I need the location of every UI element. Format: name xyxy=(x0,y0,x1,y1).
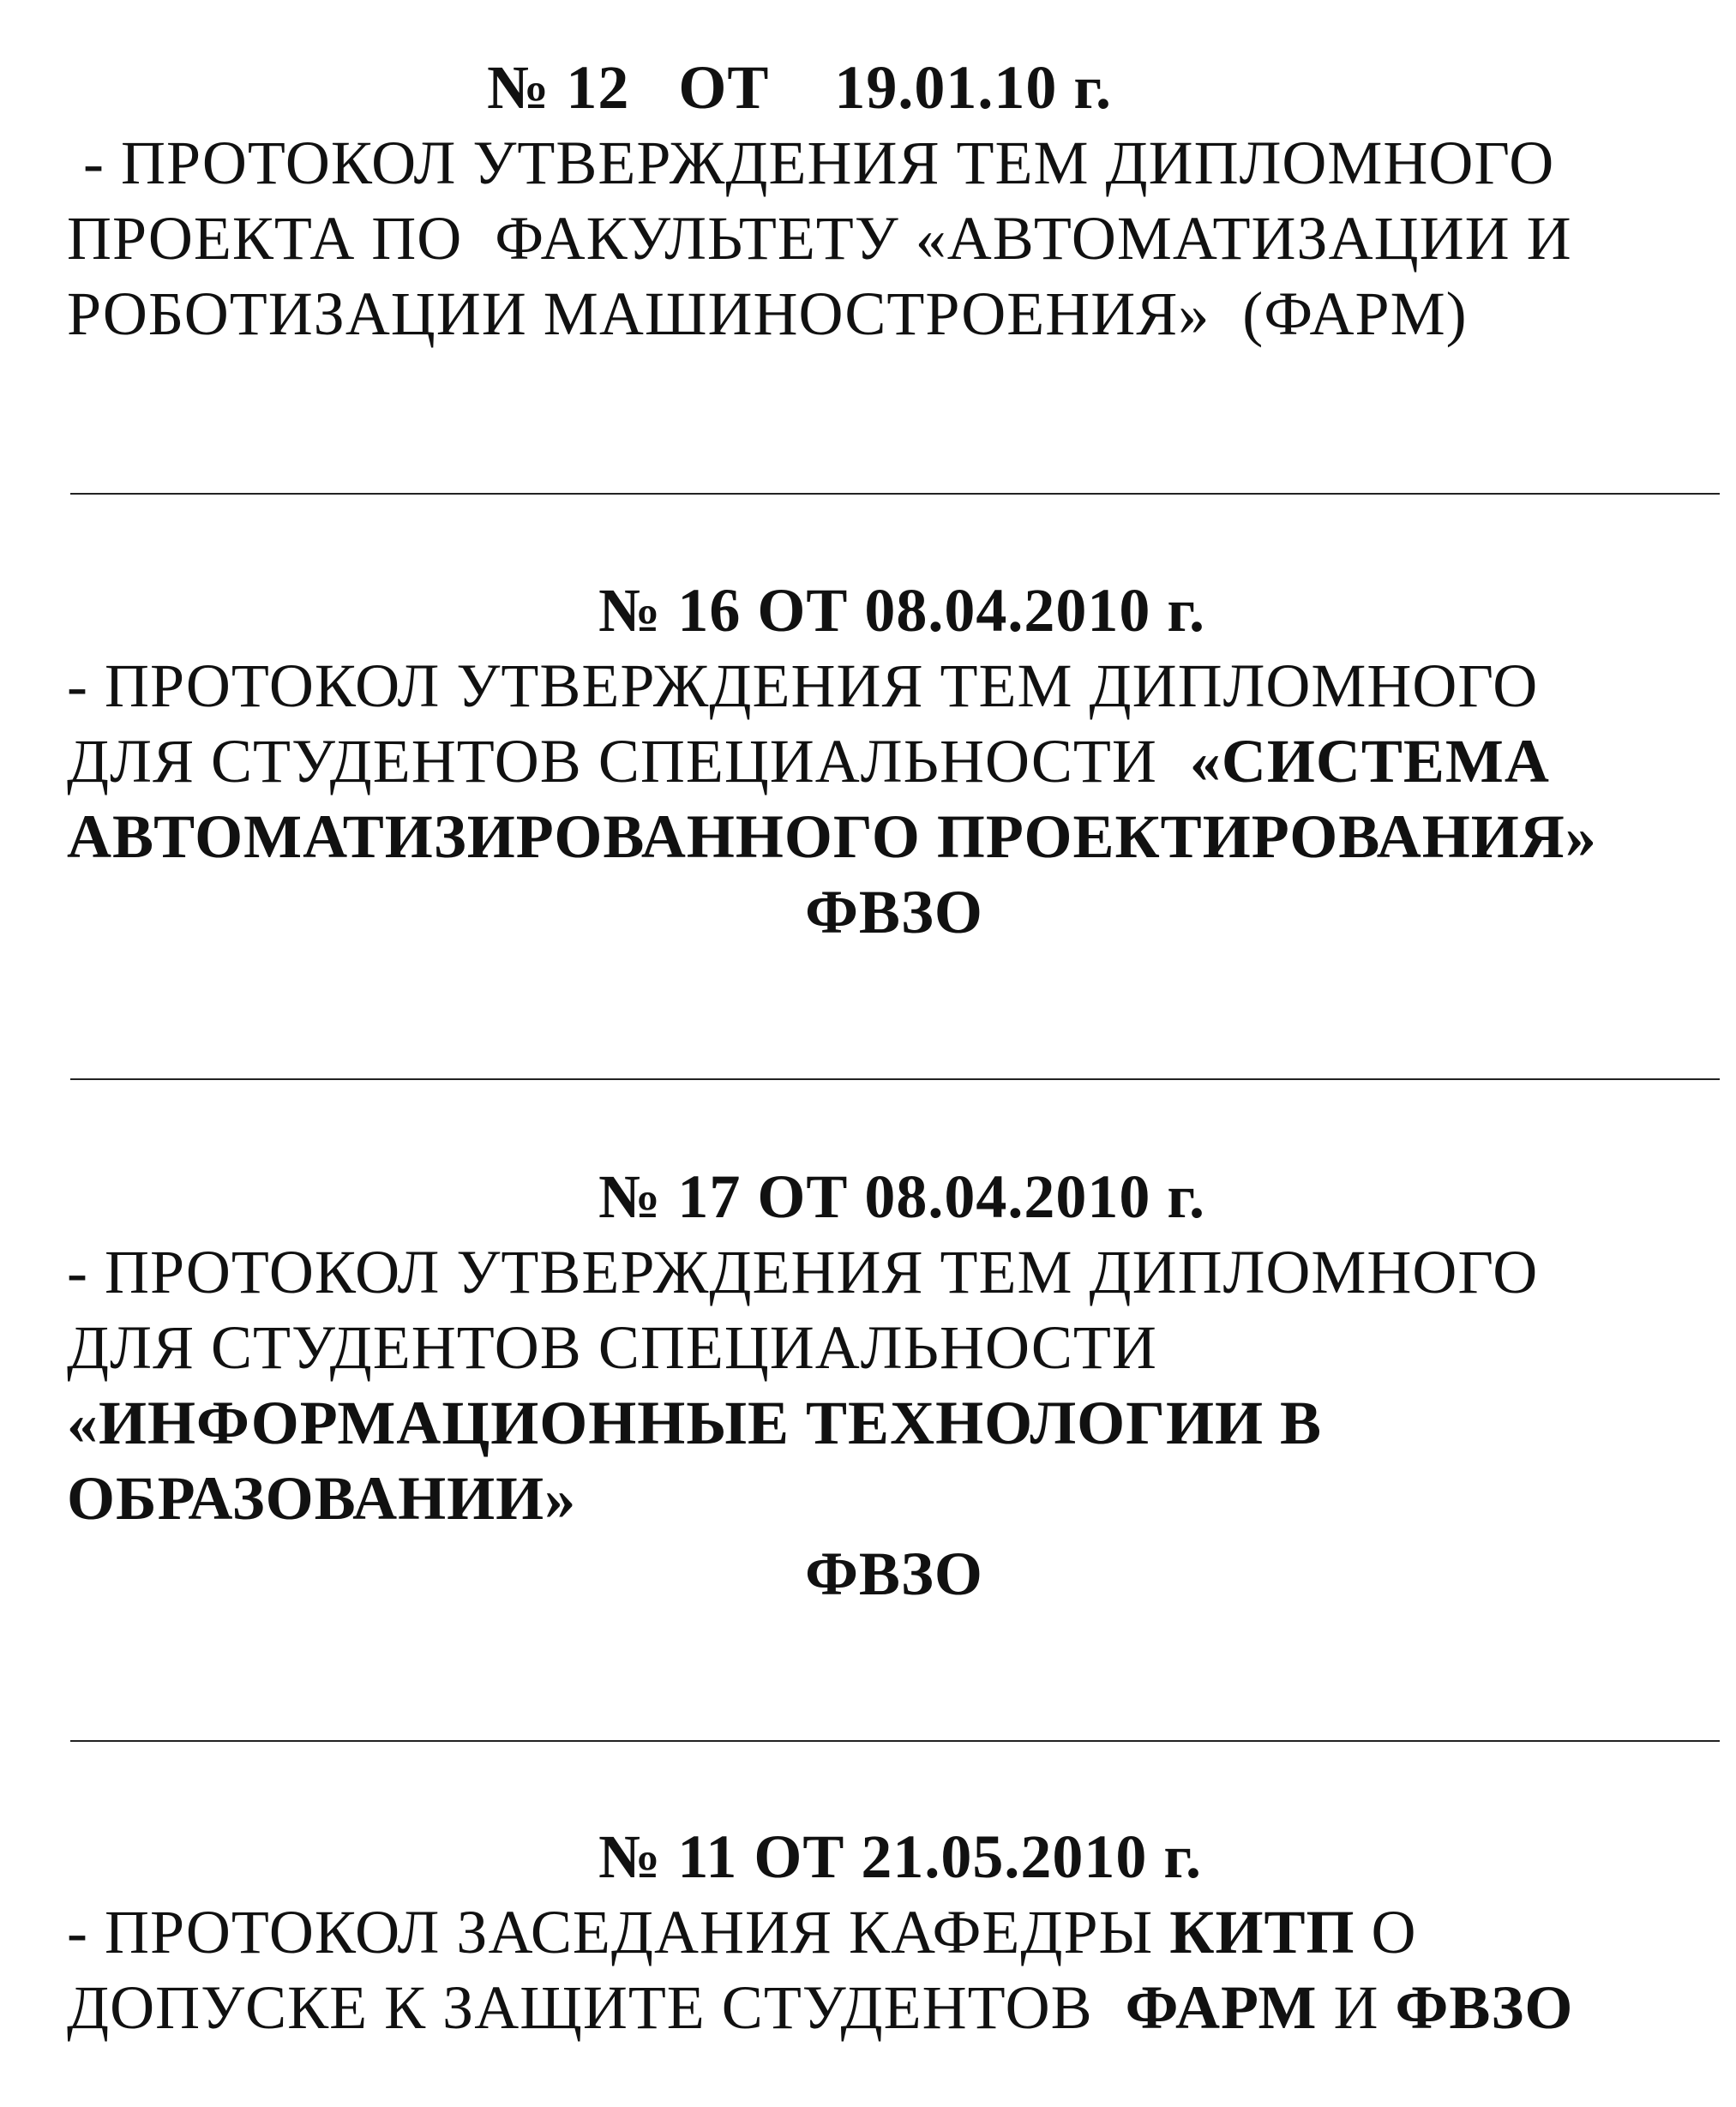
protocol-text-line: ПРОЕКТА ПО ФАКУЛЬТЕТУ «АВТОМАТИЗАЦИИ И xyxy=(67,204,1572,273)
specialty-name: «ИНФОРМАЦИОННЫЕ ТЕХНОЛОГИИ В xyxy=(67,1389,1322,1457)
protocol-heading: № 11 ОТ 21.05.2010 г. xyxy=(598,1822,1202,1891)
specialty-name: «СИСТЕМА xyxy=(1189,727,1550,795)
department-name: КИТП xyxy=(1169,1898,1355,1966)
separator-line xyxy=(70,1078,1720,1080)
faculty-label: ФВЗО xyxy=(805,1540,983,1608)
protocol-text: - ПРОТОКОЛ ЗАСЕДАНИЯ КАФЕДРЫ xyxy=(67,1898,1170,1966)
faculty-label: ФВЗО xyxy=(805,878,983,946)
faculty-label: ФАРМ xyxy=(1125,1973,1318,2042)
specialty-name-continued: АВТОМАТИЗИРОВАННОГО ПРОЕКТИРОВАНИЯ» xyxy=(67,802,1597,871)
protocol-text: И xyxy=(1317,1973,1396,2042)
protocol-ot: ОТ xyxy=(678,53,770,122)
protocol-text-line xyxy=(67,1970,1721,2045)
protocol-number: № 12 xyxy=(487,53,630,122)
protocol-text-line xyxy=(67,1894,1721,1970)
protocol-text-line: РОБОТИЗАЦИИ МАШИНОСТРОЕНИЯ» (ФАРМ) xyxy=(67,279,1468,348)
protocol-text-line: - ПРОТОКОЛ УТВЕРЖДЕНИЯ ТЕМ ДИПЛОМНОГО xyxy=(67,1238,1539,1306)
separator-line xyxy=(70,1740,1720,1742)
protocol-text: ДОПУСКЕ К ЗАЩИТЕ СТУДЕНТОВ xyxy=(67,1973,1126,2042)
protocol-heading: № 17 ОТ 08.04.2010 г. xyxy=(598,1162,1205,1231)
protocol-entry-17 xyxy=(67,1159,1721,1612)
protocol-text-line: - ПРОТОКОЛ УТВЕРЖДЕНИЯ ТЕМ ДИПЛОМНОГО xyxy=(67,651,1539,720)
protocol-text-line: - ПРОТОКОЛ УТВЕРЖДЕНИЯ ТЕМ ДИПЛОМНОГО xyxy=(67,129,1555,197)
protocol-entry-12 xyxy=(67,50,1721,351)
protocol-text: О xyxy=(1355,1898,1417,1966)
separator-line xyxy=(70,493,1720,495)
specialty-name-continued: ОБРАЗОВАНИИ» xyxy=(67,1464,577,1533)
specialty-intro: ДЛЯ СТУДЕНТОВ СПЕЦИАЛЬНОСТИ xyxy=(67,727,1190,795)
protocol-heading: № 16 ОТ 08.04.2010 г. xyxy=(598,576,1205,645)
protocol-entry-16 xyxy=(67,573,1721,950)
faculty-label: ФВЗО xyxy=(1395,1973,1574,2042)
protocol-heading xyxy=(67,50,1721,125)
protocol-date: 19.01.10 г. xyxy=(834,53,1112,122)
protocol-text-line xyxy=(67,723,1721,799)
protocol-text-line: ДЛЯ СТУДЕНТОВ СПЕЦИАЛЬНОСТИ xyxy=(67,1313,1157,1382)
protocol-entry-11 xyxy=(67,1819,1721,2045)
